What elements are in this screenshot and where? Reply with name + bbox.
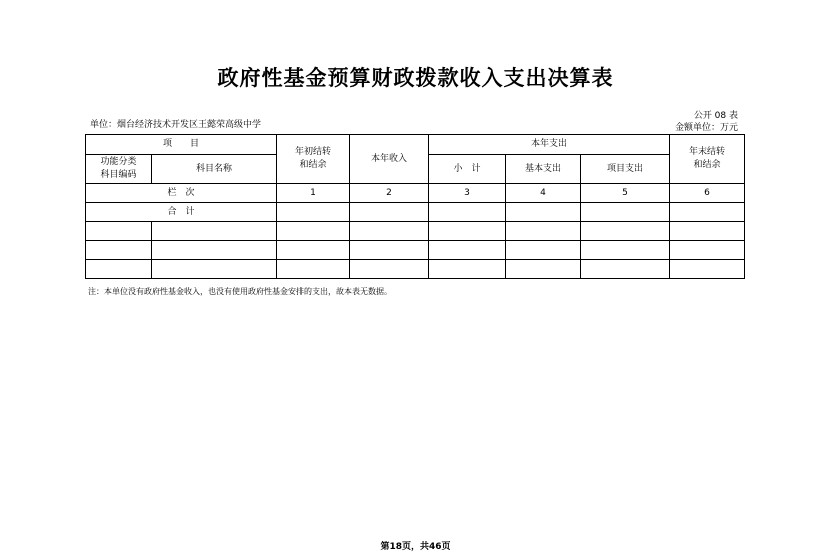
budget-table [85, 134, 745, 279]
column-number: 1 [277, 184, 350, 203]
table-cell [581, 203, 670, 222]
table-row [86, 260, 745, 279]
table-cell [506, 222, 581, 241]
table-cell [581, 222, 670, 241]
column-number-row [86, 184, 745, 203]
table-row [86, 241, 745, 260]
table-cell [152, 241, 277, 260]
table-cell [670, 222, 745, 241]
table-cell [277, 203, 350, 222]
total-label: 合 计 [86, 203, 277, 222]
table-cell [152, 260, 277, 279]
table-cell [429, 222, 506, 241]
table-cell [350, 222, 429, 241]
table-cell [581, 260, 670, 279]
header-expense: 本年支出 [429, 135, 670, 155]
column-number: 5 [581, 184, 670, 203]
header-func-code-line2: 科目编码 [100, 170, 137, 180]
header-func-code-line1: 功能分类 [100, 157, 137, 167]
table-cell [429, 241, 506, 260]
table-cell [86, 260, 152, 279]
header-end-balance-line2: 和结余 [693, 160, 721, 170]
table-cell [86, 241, 152, 260]
table-cell [506, 241, 581, 260]
unit-label: 单位：烟台经济技术开发区王懿荣高级中学 [90, 120, 262, 130]
header-income: 本年收入 [350, 135, 429, 184]
header-item: 项 目 [86, 135, 277, 155]
header-basic: 基本支出 [506, 155, 581, 184]
table-cell [670, 203, 745, 222]
money-unit-label: 金额单位：万元 [674, 123, 738, 133]
table-note: 注：本单位没有政府性基金收入，也没有使用政府性基金安排的支出，故本表无数据。 [88, 287, 392, 296]
header-begin-balance-line1: 年初结转 [295, 147, 332, 157]
page-footer: 第18页，共46页 [380, 542, 451, 552]
header-begin-balance-line2: 和结余 [299, 160, 327, 170]
column-number: 2 [350, 184, 429, 203]
column-number: 6 [670, 184, 745, 203]
table-title: 政府性基金预算财政拨款收入支出决算表 [217, 65, 614, 90]
table-cell [350, 203, 429, 222]
table-cell [277, 222, 350, 241]
table-cell [506, 260, 581, 279]
header-begin-balance [277, 135, 350, 184]
table-cell [277, 260, 350, 279]
table-cell [670, 241, 745, 260]
header-subject-name: 科目名称 [152, 155, 277, 184]
column-row-label: 栏 次 [86, 184, 277, 203]
table-cell [152, 222, 277, 241]
table-code: 公开 08 表 [693, 111, 738, 121]
table-cell [670, 260, 745, 279]
table-cell [277, 241, 350, 260]
header-end-balance [670, 135, 745, 184]
column-number: 3 [429, 184, 506, 203]
table-cell [86, 222, 152, 241]
header-project: 项目支出 [581, 155, 670, 184]
table-cell [506, 203, 581, 222]
header-subtotal: 小 计 [429, 155, 506, 184]
table-cell [581, 241, 670, 260]
table-cell [350, 260, 429, 279]
table-row [86, 222, 745, 241]
table-cell [429, 260, 506, 279]
table-cell [350, 241, 429, 260]
total-row [86, 203, 745, 222]
header-func-code [86, 155, 152, 184]
column-number: 4 [506, 184, 581, 203]
header-end-balance-line1: 年末结转 [689, 147, 726, 157]
table-cell [429, 203, 506, 222]
